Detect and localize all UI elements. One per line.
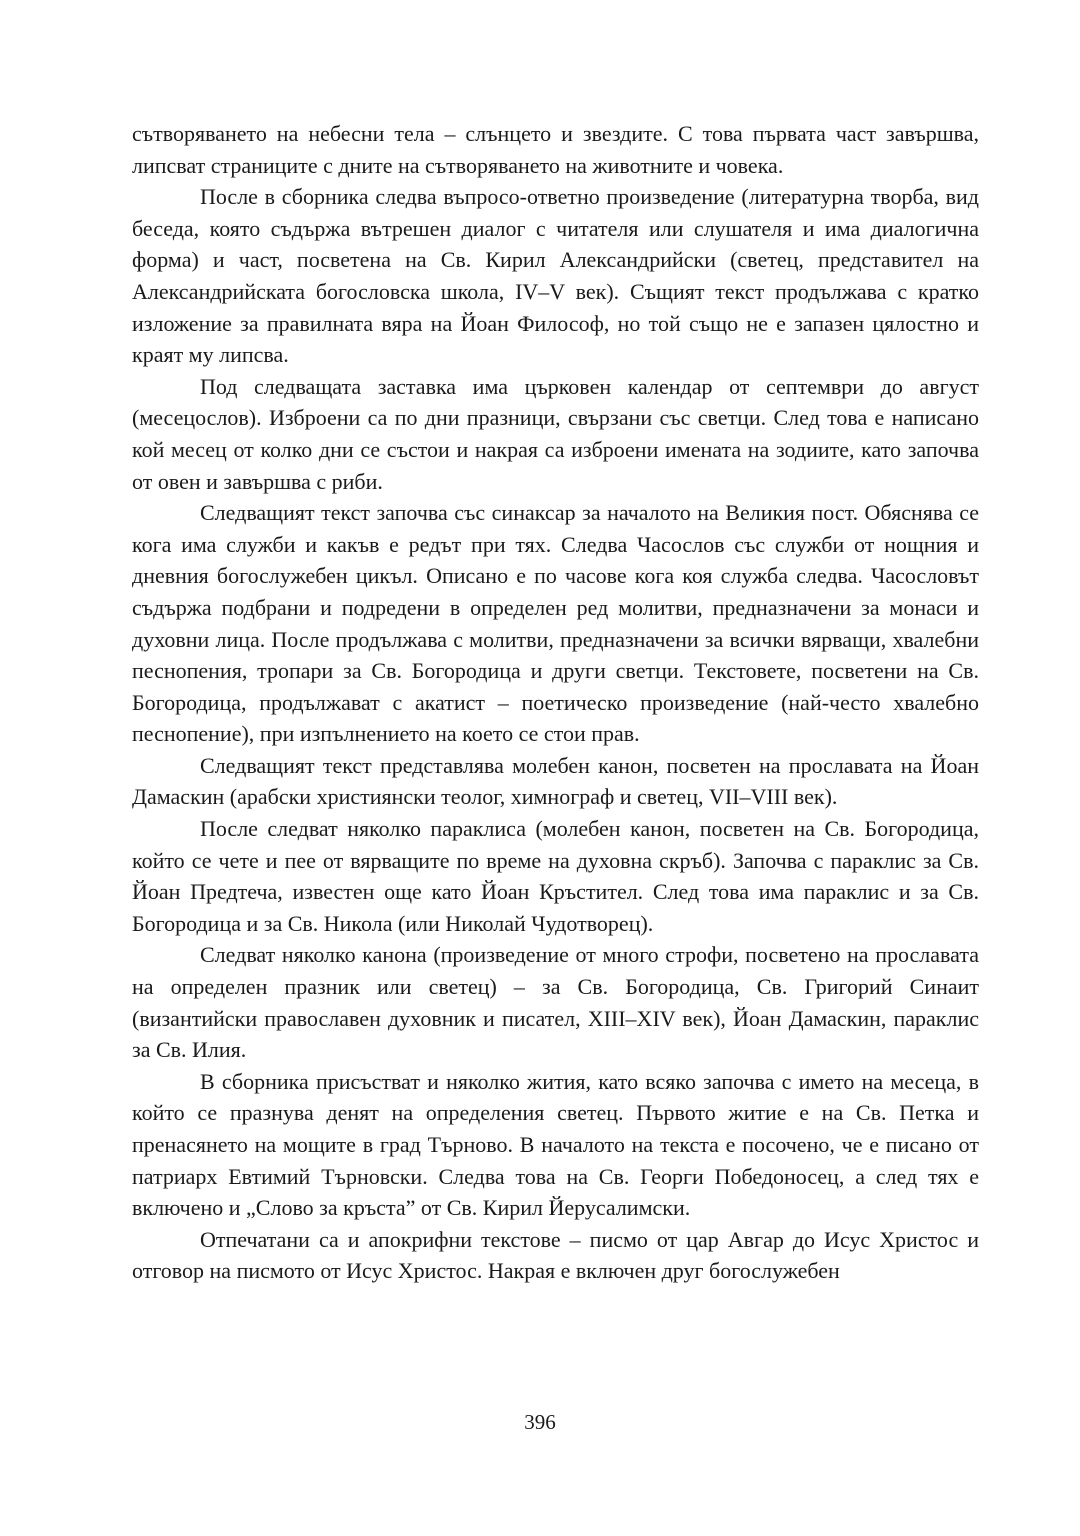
- paragraph: После следват няколко параклиса (молебен канон, посветен на Св. Богородица, който се чете и пее от вярващите по време на духовна скръб). Започва с параклис за Св. Йоан Предтеча, известен още като Йоан Кръстител. След това има параклис и за Св. Богородица и за Св. Никола (или Николай Чудотворец).: [132, 816, 979, 936]
- paragraph: В сборника присъстват и няколко жития, като всяко започва с името на месеца, в който се празнува денят на определения светец. Първото житие е на Св. Петка и пренасянето на мощите в град Търново. В началото на текста е посочено, че е писано от патриарх Евтимий Търновски. Следва това на Св. Георги Победоносец, а след тях е включено и „Слово за кръста” от Св. Кирил Йерусалимски.: [132, 1068, 979, 1221]
- page-number: 396: [524, 1410, 556, 1434]
- paragraph: Следват няколко канона (произведение от много строфи, посветено на прославата на определен празник или светец) – за Св. Богородица, Св. Григорий Синаит (византийски православен духовник и писател, XIII–XIV век), Йоан Дамаскин, параклис за Св. Илия.: [132, 942, 979, 1063]
- paragraph: Следващият текст започва със синаксар за началото на Великия пост. Обяснява се кога има служби и какъв е редът при тях. Следва Часослов със служби от нощния и дневния богослужебен цикъл. Описано е по часове кога коя служба следва. Часословът съдържа подбрани и подредени в определен ред молитви, предназначени за монаси и духовни лица. После продължава с молитви, предназначени за всички вярващи, хвалебни песнопения, тропари за Св. Богородица и други светци. Текстовете, посветени на Св. Богородица, продължават с акатист – поетическо произведение (най-често хвалебно песнопение), при изпълнението на което се стои прав.: [132, 500, 979, 747]
- paragraph: Под следващата заставка има църковен календар от септември до август (месецослов). Изброени са по дни празници, свързани със светци. След това е написано кой месец от колко дни се състои и накрая са изброени имената на зодиите, като започва от овен и завършва с риби.: [132, 373, 979, 494]
- paragraph: Следващият текст представлява молебен канон, посветен на прославата на Йоан Дамаскин (арабски християнски теолог, химнограф и светец, VII–VIII век).: [132, 752, 979, 810]
- page-body: [132, 118, 979, 1287]
- paragraph-continuation: сътворяването на небесни тела – слънцето и звездите. С това първата част завършва, липсват страниците с дните на сътворяването на животните и човека.: [132, 121, 979, 178]
- paragraph: После в сборника следва въпросо-ответно произведение (литературна творба, вид беседа, която съдържа вътрешен диалог с читателя или слушателя и има диалогична форма) и част, посветена на Св. Кирил Александрийски (светец, представител на Александрийската богословска школа, IV–V век). Същият текст продължава с кратко изложение за правилната вяра на Йоан Философ, но той също не е запазен цялостно и краят му липсва.: [132, 184, 979, 368]
- paragraph: Отпечатани са и апокрифни текстове – писмо от цар Авгар до Исус Христос и отговор на писмото от Исус Христос. Накрая е включен друг богослужебен: [132, 1226, 979, 1284]
